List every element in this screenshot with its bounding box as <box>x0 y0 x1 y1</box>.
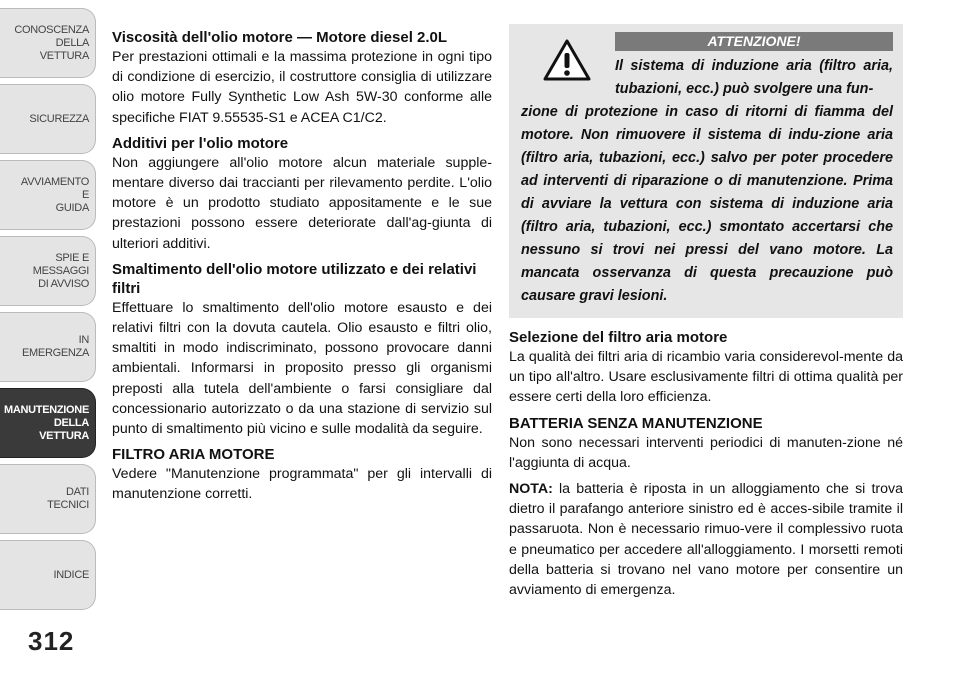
tab-label: AVVIAMENTO E GUIDA <box>20 175 89 214</box>
paragraph-oil-additives: Non aggiungere all'olio motore alcun materiale supple-mentare diverso dai traccianti per rilevamento perdite. L'olio motore è un prodotto studiato appositamente e le sue prestazioni possono essere deteriorate dall'ag-giunta di ulteriori additivi. <box>112 154 492 252</box>
page-number: 312 <box>28 626 75 656</box>
tab-label: INDICE <box>53 568 89 581</box>
paragraph-oil-disposal: Effettuare lo smaltimento dell'olio motore esausto e dei relativi filtri con la dovuta cautela. Olio esausto e filtri olio, smaltiti in modo indiscriminato, possono provocare danni ambientali. Informarsi in proposito presso gli organismi preposti alla tutela dell'ambiente o farsi consigliare dal concessionario autorizzato o da una stazione di servizio sul punto di smaltimento più vicino e sulle modalità da seguire. <box>112 299 492 438</box>
tab-dati-tecnici[interactable] <box>0 464 96 534</box>
tab-label: CONOSCENZA DELLA VETTURA <box>14 23 89 62</box>
tab-label: SPIE E MESSAGGI DI AVVISO <box>32 251 89 290</box>
tab-label: SICUREZZA <box>29 112 89 125</box>
tab-in-emergenza[interactable] <box>0 312 96 382</box>
paragraph-battery: Non sono necessari interventi periodici di manuten-zione né l'aggiunta di acqua. <box>509 434 903 471</box>
heading-oil-viscosity: Viscosità dell'olio motore — Motore diesel 2.0L <box>112 29 448 46</box>
tab-sicurezza[interactable] <box>0 84 96 154</box>
tab-manutenzione-della-vettura[interactable] <box>0 388 96 458</box>
tab-label: MANUTENZIONE DELLA VETTURA <box>3 403 89 442</box>
heading-oil-disposal: Smaltimento dell'olio motore utilizzato e dei relativi filtri <box>112 260 477 297</box>
heading-battery: BATTERIA SENZA MANUTENZIONE <box>509 414 763 432</box>
tab-indice[interactable] <box>0 540 96 610</box>
tab-label: IN EMERGENZA <box>22 334 89 359</box>
heading-oil-additives: Additivi per l'olio motore <box>112 134 289 152</box>
note-label: NOTA: <box>509 481 553 498</box>
heading-air-filter-selection: Selezione del filtro aria motore <box>509 329 728 346</box>
note-text: la batteria è riposta in un alloggiamento che si trova dietro il parafango anteriore sinistro ed è acces-sibile tramite il passaruota. Non è necessario rimuo-vere il complessivo ruota e pneumatico per accedere all'alloggiamento. I morsetti remoti della batteria si trovano nel vano motore per consentire un avviamento di emergenza. <box>509 481 903 599</box>
tab-spie-e-messaggi[interactable] <box>0 236 96 306</box>
paragraph-air-filter: Vedere "Manutenzione programmata" per gli intervalli di manutenzione corretti. <box>112 466 492 503</box>
left-column <box>112 28 492 505</box>
warning-title: ATTENZIONE! <box>615 32 893 51</box>
warning-box <box>509 24 903 318</box>
warning-text-first: Il sistema di induzione aria (filtro aria, tubazioni, ecc.) può svolgere una fun- <box>615 58 893 97</box>
right-column <box>509 28 903 600</box>
warning-triangle-icon <box>543 38 591 82</box>
section-tabs <box>0 0 98 640</box>
heading-air-filter: FILTRO ARIA MOTORE <box>112 446 275 464</box>
tab-label: DATI TECNICI <box>47 486 89 511</box>
tab-avviamento-e-guida[interactable] <box>0 160 96 230</box>
paragraph-air-filter-selection: La qualità dei filtri aria di ricambio varia considerevol-mente da un tipo all'altro. Usare esclusivamente filtri di ottima qualità per essere certi della loro efficienza. <box>509 349 903 406</box>
paragraph-oil-viscosity: Per prestazioni ottimali e la massima protezione in ogni tipo di condizione di esercizio, il costruttore consiglia di utilizzare olio motore Fully Synthetic Low Ash 5W-30 conforme alle specifiche FIAT 9.55535-S1 e ACEA C1/C2. <box>112 49 492 126</box>
tab-conoscenza-della-vettura[interactable] <box>0 8 96 78</box>
warning-text: zione di protezione in caso di ritorni di fiamma del motore. Non rimuovere il sistema di indu-zione aria (filtro aria, tubazioni, ecc.) salvo per poter procedere ad interventi di riparazione o di manutenzione. Prima di avviare la vettura con sistema di induzione aria (filtro aria, tubazioni, ecc.) smontato accertarsi che nessuno si trovi nei pressi del vano motore. La mancata osservanza di questa precauzione può causare gravi lesioni. <box>521 104 893 304</box>
note-paragraph <box>509 479 903 600</box>
